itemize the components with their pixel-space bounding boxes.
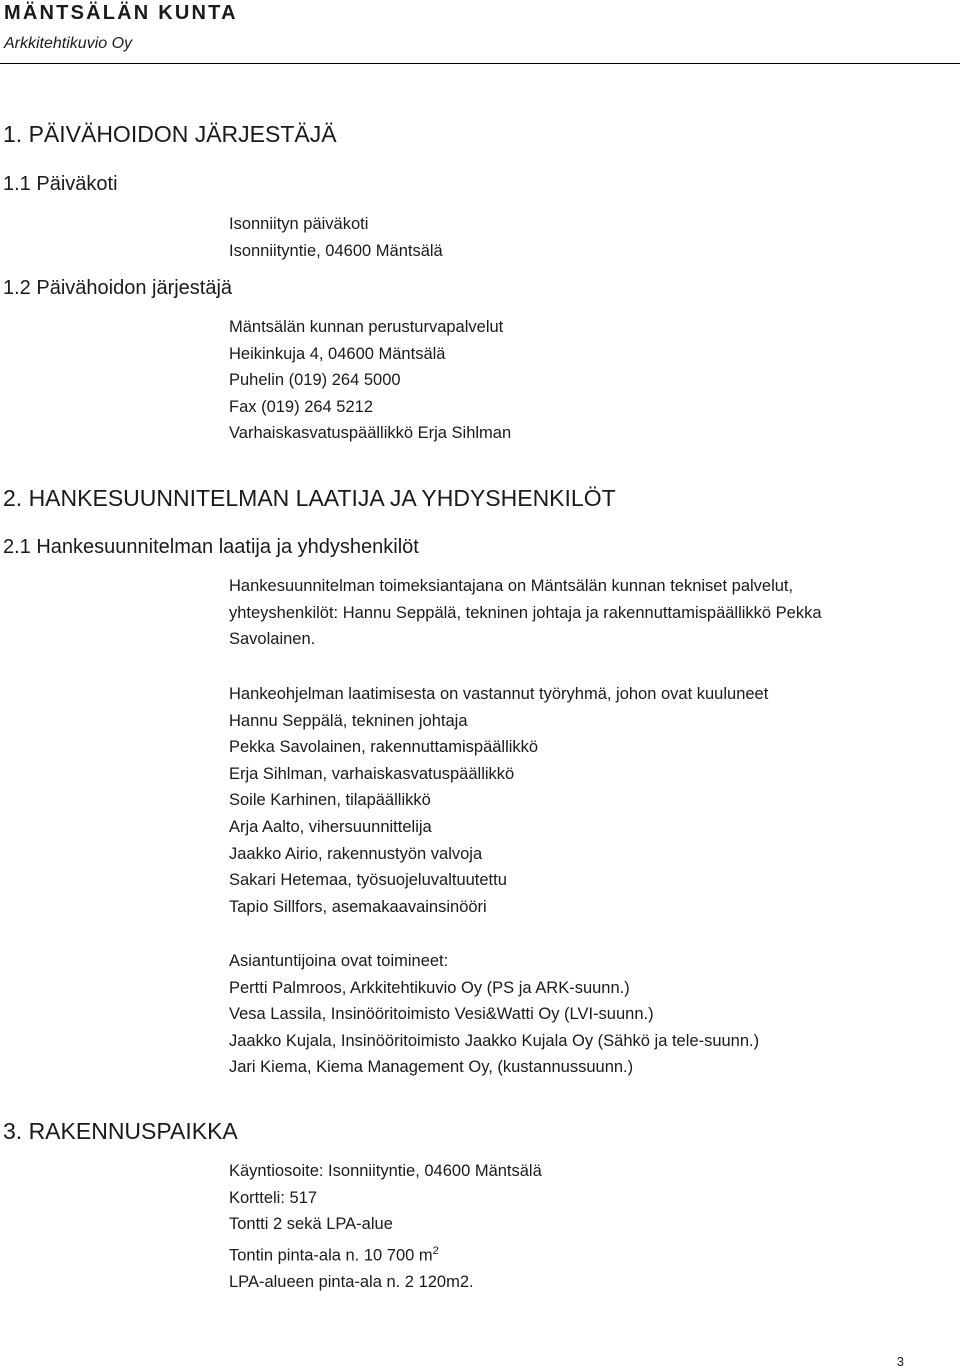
section-1-2-body bbox=[229, 314, 949, 447]
text-line: Arja Aalto, vihersuunnittelija bbox=[229, 817, 432, 836]
text-line: Isonniityntie, 04600 Mäntsälä bbox=[229, 241, 443, 260]
area-text: Tontin pinta-ala n. 10 700 m bbox=[229, 1246, 433, 1265]
text-line: Heikinkuja 4, 04600 Mäntsälä bbox=[229, 344, 446, 363]
text-line: Mäntsälän kunnan perusturvapalvelut bbox=[229, 318, 504, 336]
section-3-body bbox=[229, 1158, 949, 1295]
section-1-heading: 1. PÄIVÄHOIDON JÄRJESTÄJÄ bbox=[3, 121, 337, 147]
text-line: Soile Karhinen, tilapäällikkö bbox=[229, 791, 431, 810]
text-line: Isonniityn päiväkoti bbox=[229, 215, 369, 233]
area-line bbox=[229, 1238, 949, 1269]
text-line: Hankeohjelman laatimisesta on vastannut työryhmä, johon ovat kuuluneet bbox=[229, 685, 769, 703]
section-1-2-heading: 1.2 Päivähoidon järjestäjä bbox=[3, 277, 233, 299]
text-line: Tapio Sillfors, asemakaavainsinööri bbox=[229, 897, 487, 916]
section-2-1-paragraph-3 bbox=[229, 948, 949, 1081]
text-line: Jaakko Airio, rakennustyön valvoja bbox=[229, 844, 483, 863]
text-line: Hannu Seppälä, tekninen johtaja bbox=[229, 711, 468, 730]
text-line: Käyntiosoite: Isonniityntie, 04600 Mäntsälä bbox=[229, 1162, 542, 1180]
text-line: Erja Sihlman, varhaiskasvatuspäällikkö bbox=[229, 764, 515, 783]
text-line: Kortteli: 517 bbox=[229, 1188, 318, 1207]
section-1-1-body bbox=[229, 211, 949, 264]
text-line: Asiantuntijoina ovat toimineet: bbox=[229, 952, 449, 970]
text-line: Tontti 2 sekä LPA-alue bbox=[229, 1215, 393, 1234]
document-header-subtitle: Arkkitehtikuvio Oy bbox=[4, 35, 133, 52]
text-line: Jari Kiema, Kiema Management Oy, (kustannussuunn.) bbox=[229, 1058, 634, 1077]
text-line: Fax (019) 264 5212 bbox=[229, 397, 374, 416]
header-divider bbox=[0, 63, 960, 64]
text-line: yhteyshenkilöt: Hannu Seppälä, tekninen johtaja ja rakennuttamispäällikkö Pekka bbox=[229, 603, 822, 622]
section-1-1-heading: 1.1 Päiväkoti bbox=[3, 173, 118, 195]
section-2-1-heading: 2.1 Hankesuunnitelman laatija ja yhdyshenkilöt bbox=[3, 536, 419, 558]
document-header-title: MÄNTSÄLÄN KUNTA bbox=[4, 2, 238, 24]
section-2-heading: 2. HANKESUUNNITELMAN LAATIJA JA YHDYSHENKILÖT bbox=[3, 485, 616, 511]
area-superscript: 2 bbox=[432, 1244, 439, 1257]
text-line: Jaakko Kujala, Insinööritoimisto Jaakko Kujala Oy (Sähkö ja tele-suunn.) bbox=[229, 1031, 760, 1050]
section-2-1-paragraph-1 bbox=[229, 573, 949, 653]
text-line: Hankesuunnitelman toimeksiantajana on Mäntsälän kunnan tekniset palvelut, bbox=[229, 577, 794, 595]
section-3-heading: 3. RAKENNUSPAIKKA bbox=[3, 1118, 238, 1144]
text-line: Pekka Savolainen, rakennuttamispäällikkö bbox=[229, 738, 539, 757]
text-line: LPA-alueen pinta-ala n. 2 120m2. bbox=[229, 1272, 474, 1291]
section-2-1-paragraph-2 bbox=[229, 681, 949, 920]
text-line: Savolainen. bbox=[229, 630, 316, 649]
page-number: 3 bbox=[896, 1354, 904, 1369]
text-line: Puhelin (019) 264 5000 bbox=[229, 371, 401, 390]
text-line: Varhaiskasvatuspäällikkö Erja Sihlman bbox=[229, 424, 512, 443]
text-line: Pertti Palmroos, Arkkitehtikuvio Oy (PS ja ARK-suunn.) bbox=[229, 978, 630, 997]
text-line: Sakari Hetemaa, työsuojeluvaltuutettu bbox=[229, 871, 507, 890]
text-line: Vesa Lassila, Insinööritoimisto Vesi&Watti Oy (LVI-suunn.) bbox=[229, 1005, 654, 1024]
